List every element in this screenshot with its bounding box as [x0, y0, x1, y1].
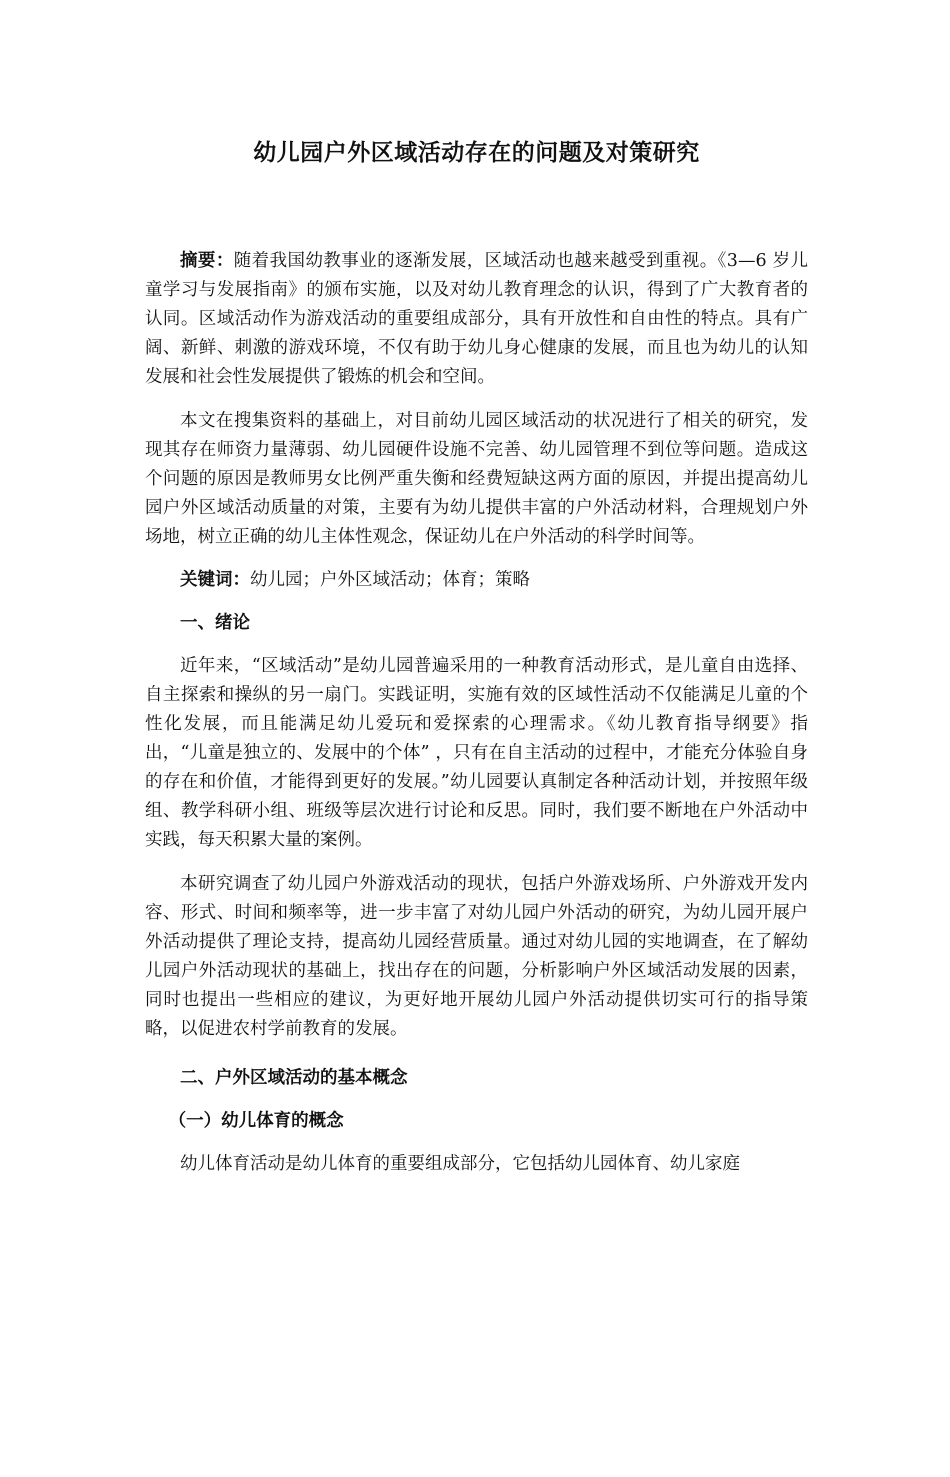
subsection-paragraph-1: 幼儿体育活动是幼儿体育的重要组成部分，它包括幼儿园体育、幼儿家庭: [180, 1154, 740, 1174]
section-heading-concepts: 二、户外区域活动的基本概念: [180, 1068, 408, 1088]
abstract-text: 随着我国幼教事业的逐渐发展，区域活动也越来越受到重视。《3—6 岁儿童学习与发展指南》的颁布实施，以及对幼儿教育理念的认识，得到了广大教育者的认同。区域活动作为游戏活动的重要组成部分，具有开放性和自由性的特点。具有广阔、新鲜、刺激的游戏环境，不仅有助于幼儿身心健康的发展，而且也为幼儿的认知发展和社会性发展提供了锻炼的机会和空间。: [145, 251, 808, 387]
subsection-heading-child-pe: （一）幼儿体育的概念: [168, 1111, 344, 1131]
keywords-text: 幼儿园；户外区域活动；体育；策略: [250, 570, 530, 590]
abstract-paragraph: [145, 247, 808, 392]
intro-paragraph-1: 近年来，“区域活动”是幼儿园普遍采用的一种教育活动形式，是儿童自由选择、自主探索和操纵的另一扇门。实践证明，实施有效的区域性活动不仅能满足儿童的个性化发展，而且能满足幼儿爱玩和爱探索的心理需求。《幼儿教育指导纲要》指出，“儿童是独立的、发展中的个体” ，只有在自主活动的过程中，才能充分体验自身的存在和价值，才能得到更好的发展。”幼儿园要认真制定各种活动计划，并按照年级组、教学科研小组、班级等层次进行讨论和反思。同时，我们要不断地在户外活动中实践，每天积累大量的案例。: [145, 656, 808, 850]
section-heading-introduction: 一、绪论: [180, 613, 250, 633]
keywords-line: [145, 566, 808, 595]
document-page: [0, 133, 950, 1477]
intro-paragraph-2: 本研究调查了幼儿园户外游戏活动的现状，包括户外游戏场所、户外游戏开发内容、形式、时间和频率等，进一步丰富了对幼儿园户外活动的研究，为幼儿园开展户外活动提供了理论支持，提高幼儿园经营质量。通过对幼儿园的实地调查，在了解幼儿园户外活动现状的基础上，找出存在的问题，分析影响户外区域活动发展的因素，同时也提出一些相应的建议，为更好地开展幼儿园户外活动提供切实可行的指导策略，以促进农村学前教育的发展。: [145, 874, 808, 1039]
abstract-paragraph-2: 本文在搜集资料的基础上，对目前幼儿园区域活动的状况进行了相关的研究，发现其存在师资力量薄弱、幼儿园硬件设施不完善、幼儿园管理不到位等问题。造成这个问题的原因是教师男女比例严重失衡和经费短缺这两方面的原因，并提出提高幼儿园户外区域活动质量的对策，主要有为幼儿提供丰富的户外活动材料，合理规划户外场地，树立正确的幼儿主体性观念，保证幼儿在户外活动的科学时间等。: [145, 411, 808, 547]
paper-title: 幼儿园户外区域活动存在的问题及对策研究: [253, 139, 700, 166]
keywords-label: 关键词：: [180, 570, 250, 590]
abstract-label: 摘要：: [180, 251, 234, 271]
